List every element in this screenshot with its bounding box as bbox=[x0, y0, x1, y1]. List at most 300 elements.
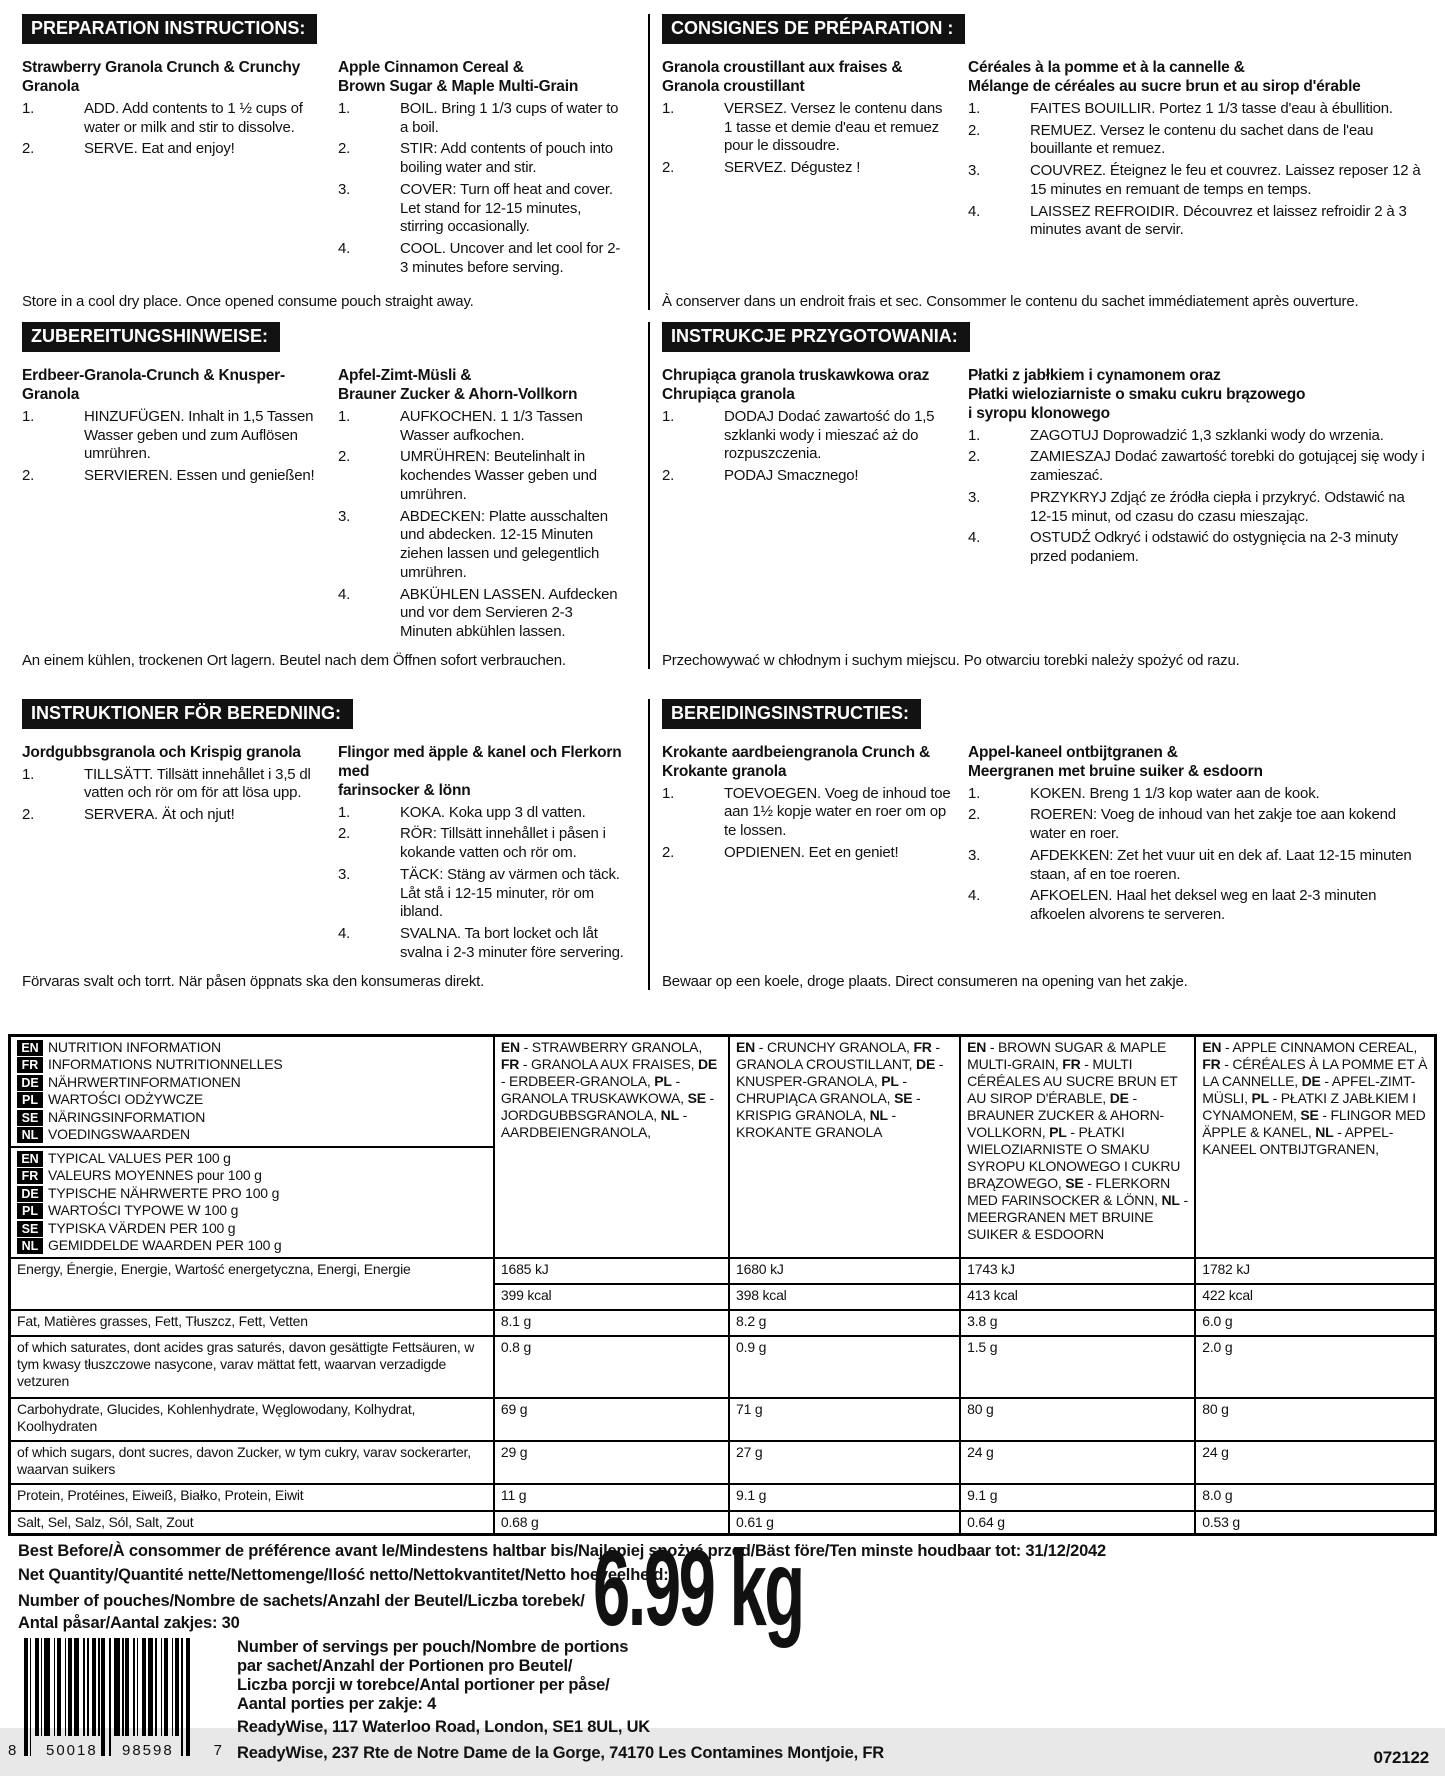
product-columns bbox=[22, 59, 632, 278]
language-text: TYPICAL VALUES PER 100 g bbox=[48, 1149, 231, 1166]
section-header-wrap bbox=[22, 322, 632, 352]
nutrient-value-cell: 413 kcal bbox=[960, 1284, 1195, 1310]
product-title bbox=[338, 744, 632, 801]
product-name-text: - MEERGRANEN MET BRUINE SUIKER & ESDOORN bbox=[967, 1191, 1188, 1242]
product-title bbox=[968, 59, 1431, 97]
barcode-digit-left: 8 bbox=[8, 1741, 19, 1759]
step-text: SERVIEREN. Essen und genießen! bbox=[84, 467, 315, 485]
nutrient-value-cell: 71 g bbox=[729, 1398, 960, 1441]
step-text: PODAJ Smacznego! bbox=[724, 467, 859, 485]
step-number: 1. bbox=[968, 99, 981, 117]
product-title-line: Granola croustillant bbox=[662, 77, 805, 95]
language-tag: PL bbox=[17, 1092, 43, 1108]
product-name-text: - APFEL-ZIMT-MÜSLI, bbox=[1202, 1072, 1416, 1106]
step-item bbox=[662, 100, 956, 156]
step-number: 2. bbox=[338, 140, 351, 158]
product-name-text: - CRUNCHY GRANOLA, bbox=[755, 1038, 914, 1055]
step-text: ABKÜHLEN LASSEN. Aufdecken und vor dem Servieren 2-3 Minuten abkühlen lassen. bbox=[400, 585, 618, 641]
product-name-text: - KROKANTE GRANOLA bbox=[736, 1106, 896, 1140]
prep-section-nl bbox=[648, 699, 1431, 990]
product-title-line: Strawberry Granola Crunch & Crunchy Granola bbox=[22, 59, 301, 95]
step-number: 2. bbox=[22, 140, 35, 158]
language-code: FR bbox=[500, 1055, 520, 1072]
step-item bbox=[338, 804, 632, 823]
section-header-se: INSTRUKTIONER FÖR BEREDNING: bbox=[22, 699, 353, 729]
nutrient-value-cell: 69 g bbox=[494, 1398, 729, 1441]
prep-section-de bbox=[22, 322, 648, 669]
step-item bbox=[338, 448, 632, 504]
barcode-bar bbox=[133, 1638, 135, 1736]
product-instructions bbox=[22, 744, 338, 963]
product-name-text: - CÉRÉALES À LA POMME ET À LA CANNELLE, bbox=[1202, 1055, 1428, 1089]
product-title bbox=[662, 59, 956, 97]
preparation-sections bbox=[0, 14, 1445, 990]
product-name-text: - FLERKORN MED FARINSOCKER & LÖNN, bbox=[967, 1174, 1171, 1208]
step-number: 1. bbox=[662, 407, 675, 425]
product-name-text: - AARDBEIENGRANOLA, bbox=[500, 1106, 688, 1140]
product-title-line: Płatki wieloziarniste o smaku cukru brązowego bbox=[968, 385, 1306, 403]
language-tag: EN bbox=[17, 1151, 43, 1167]
step-item bbox=[968, 122, 1431, 160]
section-header-pl: INSTRUKCJE PRZYGOTOWANIA: bbox=[662, 322, 970, 352]
nutrient-value-cell: 0.61 g bbox=[729, 1511, 960, 1535]
storage-note-se: Förvaras svalt och torrt. När påsen öppnats ska den konsumeras direkt. bbox=[22, 972, 485, 990]
product-instructions bbox=[968, 367, 1431, 567]
language-code: DE bbox=[916, 1055, 936, 1072]
product-title-line: Appel-kaneel ontbijtgranen & bbox=[968, 743, 1178, 761]
language-line bbox=[17, 1039, 487, 1056]
servings-line: Number of servings per pouch/Nombre de portions bbox=[237, 1637, 629, 1656]
section-header-fr: CONSIGNES DE PRÉPARATION : bbox=[662, 14, 965, 44]
nutrient-label-cell: Carbohydrate, Glucides, Kohlenhydrate, Węglowodany, Kolhydrat, Koolhydraten bbox=[10, 1398, 494, 1441]
product-title-line: Mélange de céréales au sucre brun et au sirop d'érable bbox=[968, 77, 1361, 95]
product-title bbox=[662, 744, 956, 782]
language-text: WARTOŚCI TYPOWE W 100 g bbox=[48, 1202, 239, 1219]
barcode-bar bbox=[35, 1638, 39, 1736]
steps-list bbox=[662, 408, 956, 486]
section-header-wrap bbox=[662, 322, 1431, 352]
step-number: 1. bbox=[22, 765, 35, 783]
nutrient-value-cell: 398 kcal bbox=[729, 1284, 960, 1310]
step-text: KOKEN. Breng 1 1/3 kop water aan de kook. bbox=[1030, 784, 1320, 802]
language-text: TYPISCHE NÄHRWERTE PRO 100 g bbox=[48, 1184, 280, 1201]
product-title-line: Flingor med äpple & kanel och Flerkorn med bbox=[338, 743, 622, 780]
language-text: WARTOŚCI ODŻYWCZE bbox=[48, 1091, 204, 1108]
product-name-text: - GRANOLA AUX FRAISES, bbox=[519, 1055, 698, 1072]
step-text: UMRÜHREN: Beutelinhalt in kochendes Wasser geben und umrühren. bbox=[400, 448, 597, 503]
step-text: COOL. Uncover and let cool for 2-3 minutes before serving. bbox=[400, 240, 621, 276]
step-number: 4. bbox=[338, 585, 351, 603]
product-name-text: - APPLE CINNAMON CEREAL, bbox=[1221, 1038, 1418, 1055]
language-tag: PL bbox=[17, 1203, 43, 1219]
language-code: FR bbox=[1062, 1055, 1081, 1072]
pouches-line-2: Antal påsar/Aantal zakjes: 30 bbox=[18, 1613, 240, 1632]
step-text: REMUEZ. Versez le contenu du sachet dans de l'eau bouillante et remuez. bbox=[1030, 121, 1374, 158]
steps-list bbox=[338, 100, 632, 278]
step-text: LAISSEZ REFROIDIR. Découvrez et laissez refroidir 2 à 3 minutes avant de servir. bbox=[1030, 202, 1407, 239]
language-code: NL bbox=[869, 1106, 888, 1123]
product-title-line: Brown Sugar & Maple Multi-Grain bbox=[338, 77, 579, 95]
step-number: 4. bbox=[338, 240, 351, 258]
step-item bbox=[338, 181, 632, 237]
step-number: 3. bbox=[968, 846, 981, 864]
step-text: PRZYKRYJ Zdjąć ze źródła ciepła i przykryć. Odstawić na 12-15 minut, od czasu do czasu mieszając. bbox=[1030, 488, 1405, 525]
step-text: ADD. Add contents to 1 ½ cups of water or milk and stir to dissolve. bbox=[84, 99, 303, 136]
step-item bbox=[662, 159, 956, 178]
product-name-text: - FLINGOR MED ÄPPLE & KANEL, bbox=[1202, 1106, 1426, 1140]
step-text: TÄCK: Stäng av värmen och täck. Låt stå i 12-15 minuter, rör om ibland. bbox=[400, 865, 620, 921]
barcode-bar bbox=[68, 1638, 72, 1736]
step-text: ZAMIESZAJ Dodać zawartość torebki do gotującej się wody i zamieszać. bbox=[1030, 448, 1425, 485]
step-text: FAITES BOUILLIR. Portez 1 1/3 tasse d'eau à ébullition. bbox=[1030, 99, 1393, 117]
language-tag: NL bbox=[17, 1127, 43, 1143]
language-text: GEMIDDELDE WAARDEN PER 100 g bbox=[48, 1237, 282, 1254]
prep-section-se bbox=[22, 699, 648, 990]
step-number: 3. bbox=[338, 180, 351, 198]
steps-list bbox=[662, 100, 956, 178]
barcode-bar bbox=[41, 1638, 43, 1736]
address-uk: ReadyWise, 117 Waterloo Road, London, SE1 8UL, UK bbox=[237, 1717, 651, 1736]
product-columns bbox=[22, 744, 632, 963]
product-instructions bbox=[22, 59, 338, 278]
product-title-line: Brauner Zucker & Ahorn-Vollkorn bbox=[338, 385, 578, 403]
step-text: ZAGOTUJ Doprowadzić 1,3 szklanki wody do wrzenia. bbox=[1030, 426, 1384, 444]
nutrient-value-cell: 3.8 g bbox=[960, 1310, 1195, 1336]
step-number: 1. bbox=[968, 426, 981, 444]
barcode-bar bbox=[24, 1638, 28, 1756]
barcode-bar bbox=[74, 1638, 80, 1736]
product-title bbox=[22, 367, 324, 405]
section-row bbox=[22, 14, 1431, 310]
step-text: OSTUDŹ Odkryć i odstawić do ostygnięcia na 2-3 minuty przed podaniem. bbox=[1030, 529, 1398, 566]
product-header-cell bbox=[729, 1035, 960, 1258]
steps-list bbox=[22, 408, 324, 486]
step-number: 2. bbox=[22, 467, 35, 485]
step-item bbox=[968, 203, 1431, 241]
step-text: SVALNA. Ta bort locket och låt svalna i 2-3 minuter före servering. bbox=[400, 925, 624, 961]
language-code: NL bbox=[660, 1106, 679, 1123]
step-number: 1. bbox=[22, 99, 35, 117]
nutrient-value-cell: 80 g bbox=[960, 1398, 1195, 1441]
language-code: EN bbox=[500, 1038, 520, 1055]
step-number: 2. bbox=[968, 448, 981, 466]
product-title-line: Apple Cinnamon Cereal & bbox=[338, 59, 524, 76]
step-text: COUVREZ. Éteignez le feu et couvrez. Laissez reposer 12 à 15 minutes en remuant de temps en temps. bbox=[1030, 162, 1421, 198]
barcode-bar bbox=[137, 1638, 139, 1736]
product-name-text: - APPEL-KANEEL ONTBIJTGRANEN, bbox=[1202, 1123, 1394, 1157]
language-tag: SE bbox=[17, 1110, 43, 1126]
barcode-bar bbox=[54, 1638, 56, 1736]
steps-list bbox=[338, 408, 632, 642]
nutrient-value-cell: 1685 kJ bbox=[494, 1258, 729, 1284]
step-number: 2. bbox=[662, 159, 675, 177]
servings-line: Aantal porties per zakje: 4 bbox=[237, 1694, 437, 1713]
prep-section-pl bbox=[648, 322, 1431, 669]
step-text: KOKA. Koka upp 3 dl vatten. bbox=[400, 803, 586, 821]
barcode-bar bbox=[164, 1638, 168, 1736]
language-code: NL bbox=[1161, 1191, 1180, 1208]
barcode-bar bbox=[125, 1638, 129, 1736]
table-row bbox=[10, 1035, 1436, 1147]
step-number: 3. bbox=[338, 507, 351, 525]
step-item bbox=[968, 448, 1431, 486]
step-text: HINZUFÜGEN. Inhalt in 1,5 Tassen Wasser geben und zum Auflösen umrühren. bbox=[84, 407, 314, 463]
table-row bbox=[10, 1258, 1436, 1284]
language-line bbox=[17, 1056, 487, 1073]
product-instructions bbox=[662, 367, 968, 567]
storage-note-de: An einem kühlen, trockenen Ort lagern. Beutel nach dem Öffnen sofort verbrauchen. bbox=[22, 651, 566, 669]
language-tag: DE bbox=[17, 1075, 43, 1091]
barcode-bar bbox=[181, 1638, 183, 1756]
barcode-digit-right: 7 bbox=[213, 1741, 224, 1759]
product-title-line: Erdbeer-Granola-Crunch & Knusper-Granola bbox=[22, 367, 285, 403]
product-title bbox=[662, 367, 956, 405]
language-line bbox=[17, 1185, 487, 1202]
nutrient-value-cell: 2.0 g bbox=[1195, 1336, 1435, 1398]
typical-values-header-cell bbox=[10, 1147, 494, 1258]
step-number: 2. bbox=[662, 467, 675, 485]
nutrition-table bbox=[8, 1034, 1437, 1536]
section-header-wrap bbox=[22, 699, 632, 729]
language-line bbox=[17, 1202, 487, 1219]
barcode-bars bbox=[24, 1638, 190, 1756]
section-header-en: PREPARATION INSTRUCTIONS: bbox=[22, 14, 317, 44]
barcode-bar bbox=[83, 1638, 85, 1736]
step-item bbox=[338, 100, 632, 138]
section-row bbox=[22, 322, 1431, 669]
step-item bbox=[968, 785, 1431, 804]
step-text: SERVE. Eat and enjoy! bbox=[84, 140, 235, 158]
nutrient-label-cell: of which sugars, dont sucres, davon Zucker, w tym cukry, varav sockerarter, waarvan suikers bbox=[10, 1441, 494, 1484]
language-tag: NL bbox=[17, 1238, 43, 1254]
product-name-text: - ERDBEER-GRANOLA, bbox=[500, 1072, 655, 1089]
product-header-cell bbox=[494, 1035, 729, 1258]
product-title-line: Jordgubbsgranola och Krispig granola bbox=[22, 743, 301, 761]
step-text: SERVERA. Ät och njut! bbox=[84, 806, 235, 824]
language-tag: DE bbox=[17, 1186, 43, 1202]
net-quantity-value: 6.99 kg bbox=[593, 1526, 803, 1648]
nutrient-value-cell: 1782 kJ bbox=[1195, 1258, 1435, 1284]
step-item bbox=[968, 427, 1431, 446]
product-name-text: - BRAUNER ZUCKER & AHORN-VOLLKORN, bbox=[967, 1089, 1165, 1140]
product-title-line: farinsocker & lönn bbox=[338, 781, 471, 799]
language-code: PL bbox=[654, 1072, 672, 1089]
step-number: 2. bbox=[338, 448, 351, 466]
step-number: 3. bbox=[968, 162, 981, 180]
product-name-text: - PŁATKI WIELOZIARNISTE O SMAKU SYROPU KLONOWEGO I CUKRU BRĄZOWEGO, bbox=[967, 1123, 1181, 1191]
section-header-wrap bbox=[662, 14, 1431, 44]
nutrient-value-cell: 9.1 g bbox=[960, 1484, 1195, 1511]
step-item bbox=[662, 408, 956, 464]
prep-section-en bbox=[22, 14, 648, 310]
step-number: 2. bbox=[968, 121, 981, 139]
step-item bbox=[22, 140, 324, 159]
product-instructions bbox=[22, 367, 338, 642]
steps-list bbox=[968, 100, 1431, 240]
nutrient-value-cell: 9.1 g bbox=[729, 1484, 960, 1511]
section-header-de: ZUBEREITUNGSHINWEISE: bbox=[22, 322, 280, 352]
step-text: STIR: Add contents of pouch into boiling water and stir. bbox=[400, 140, 613, 177]
language-code: EN bbox=[736, 1038, 756, 1055]
nutrition-info-header-cell bbox=[10, 1035, 494, 1147]
barcode-bar bbox=[65, 1638, 67, 1736]
product-title-line: Chrupiąca granola bbox=[662, 385, 795, 403]
table-row bbox=[10, 1310, 1436, 1336]
product-instructions bbox=[662, 59, 968, 240]
barcode-bar bbox=[161, 1638, 163, 1736]
step-item bbox=[968, 887, 1431, 925]
storage-note-pl: Przechowywać w chłodnym i suchym miejscu. Po otwarciu torebki należy spożyć od razu. bbox=[662, 651, 1240, 669]
nutrient-value-cell: 80 g bbox=[1195, 1398, 1435, 1441]
language-code: SE bbox=[1300, 1106, 1319, 1123]
product-name-text: - KNUSPER-GRANOLA, bbox=[736, 1055, 944, 1089]
step-item bbox=[338, 825, 632, 863]
step-item bbox=[22, 806, 324, 825]
step-number: 4. bbox=[338, 925, 351, 943]
pouches-line-1: Number of pouches/Nombre de sachets/Anzahl der Beutel/Liczba torebek/ bbox=[18, 1591, 585, 1610]
language-code: DE bbox=[697, 1055, 718, 1072]
nutrient-value-cell: 8.2 g bbox=[729, 1310, 960, 1336]
barcode-bar bbox=[142, 1638, 146, 1736]
language-code: EN bbox=[967, 1038, 987, 1055]
step-text: AFKOELEN. Haal het deksel weg en laat 2-3 minuten afkoelen alvorens te serveren. bbox=[1030, 887, 1377, 924]
barcode-bar bbox=[57, 1638, 61, 1736]
section-header-wrap bbox=[662, 699, 1431, 729]
barcode-bar bbox=[114, 1638, 120, 1736]
step-number: 2. bbox=[662, 843, 675, 861]
step-number: 1. bbox=[662, 99, 675, 117]
language-line bbox=[17, 1150, 487, 1167]
product-instructions bbox=[662, 744, 968, 925]
step-number: 1. bbox=[338, 803, 351, 821]
section-header-nl: BEREIDINGSINSTRUCTIES: bbox=[662, 699, 921, 729]
barcode bbox=[8, 1638, 224, 1768]
storage-note-en: Store in a cool dry place. Once opened consume pouch straight away. bbox=[22, 293, 474, 310]
step-item bbox=[662, 467, 956, 486]
language-code: DE bbox=[1301, 1072, 1321, 1089]
step-text: OPDIENEN. Eet en geniet! bbox=[724, 843, 899, 861]
language-tag: FR bbox=[17, 1168, 43, 1184]
language-line bbox=[17, 1237, 487, 1254]
product-title-line: Chrupiąca granola truskawkowa oraz bbox=[662, 367, 930, 384]
step-item bbox=[22, 408, 324, 464]
step-number: 4. bbox=[968, 529, 981, 547]
table-row bbox=[10, 1398, 1436, 1441]
step-item bbox=[968, 100, 1431, 119]
nutrient-value-cell: 0.9 g bbox=[729, 1336, 960, 1398]
nutrient-label-cell: Salt, Sel, Salz, Sól, Salt, Zout bbox=[10, 1511, 494, 1535]
steps-list bbox=[968, 785, 1431, 925]
net-quantity-label: Net Quantity/Quantité nette/Nettomenge/Ilość netto/Nettokvantitet/Netto hoeveelheid: bbox=[18, 1565, 669, 1584]
nutrient-label-cell: Fat, Matières grasses, Fett, Tłuszcz, Fett, Vetten bbox=[10, 1310, 494, 1336]
product-columns bbox=[662, 59, 1431, 240]
step-number: 2. bbox=[968, 806, 981, 824]
product-instructions bbox=[338, 59, 632, 278]
product-header-cell bbox=[1195, 1035, 1435, 1258]
servings-line: par sachet/Anzahl der Portionen pro Beutel/ bbox=[237, 1656, 573, 1675]
nutrient-value-cell: 1.5 g bbox=[960, 1336, 1195, 1398]
barcode-bar bbox=[148, 1638, 154, 1736]
prep-section-fr bbox=[648, 14, 1431, 310]
barcode-bar bbox=[109, 1638, 111, 1756]
address-fr: ReadyWise, 237 Rte de Notre Dame de la Gorge, 74170 Les Contamines Montjoie, FR bbox=[237, 1743, 885, 1762]
language-line bbox=[17, 1091, 487, 1108]
step-item bbox=[338, 240, 632, 278]
language-text: NUTRITION INFORMATION bbox=[48, 1038, 221, 1055]
product-title-line: Granola croustillant aux fraises & bbox=[662, 59, 903, 76]
steps-list bbox=[22, 766, 324, 825]
step-text: ABDECKEN: Platte ausschalten und abdecken. 12-15 Minuten ziehen lassen und gelegentlich umrühren. bbox=[400, 507, 608, 581]
step-number: 2. bbox=[22, 806, 35, 824]
product-title-line: Apfel-Zimt-Müsli & bbox=[338, 367, 472, 384]
product-columns bbox=[662, 744, 1431, 925]
language-code: PL bbox=[1049, 1123, 1067, 1140]
table-row bbox=[10, 1484, 1436, 1511]
step-number: 4. bbox=[968, 202, 981, 220]
nutrient-value-cell: 1743 kJ bbox=[960, 1258, 1195, 1284]
language-text: VALEURS MOYENNES pour 100 g bbox=[48, 1167, 262, 1184]
product-instructions bbox=[968, 59, 1431, 240]
product-title bbox=[968, 367, 1431, 424]
language-text: TYPISKA VÄRDEN PER 100 g bbox=[48, 1219, 236, 1236]
step-item bbox=[968, 806, 1431, 844]
barcode-bar bbox=[155, 1638, 157, 1736]
product-title-line: Céréales à la pomme et à la cannelle & bbox=[968, 59, 1245, 76]
step-number: 2. bbox=[338, 825, 351, 843]
footer bbox=[0, 1526, 1445, 1776]
nutrient-label-cell: Protein, Protéines, Eiweiß, Białko, Protein, Eiwit bbox=[10, 1484, 494, 1511]
language-tag: SE bbox=[17, 1221, 43, 1237]
nutrient-value-cell: 8.1 g bbox=[494, 1310, 729, 1336]
barcode-bar bbox=[172, 1638, 174, 1736]
step-text: AFDEKKEN: Zet het vuur uit en dek af. Laat 12-15 minuten staan, af en toe roeren. bbox=[1030, 846, 1412, 883]
nutrient-value-cell: 0.53 g bbox=[1195, 1511, 1435, 1535]
steps-list bbox=[22, 100, 324, 159]
section-header-wrap bbox=[22, 14, 632, 44]
nutrient-value-cell: 24 g bbox=[960, 1441, 1195, 1484]
product-name-text: - STRAWBERRY GRANOLA, bbox=[519, 1038, 703, 1055]
step-item bbox=[22, 766, 324, 804]
product-instructions bbox=[968, 744, 1431, 925]
product-header-cell bbox=[960, 1035, 1195, 1258]
step-text: COVER: Turn off heat and cover. Let stand for 12-15 minutes, stirring occasionally. bbox=[400, 180, 613, 236]
nutrient-value-cell: 24 g bbox=[1195, 1441, 1435, 1484]
barcode-bar bbox=[44, 1638, 50, 1736]
step-text: TILLSÄTT. Tillsätt innehållet i 3,5 dl vatten och rör om för att lösa upp. bbox=[84, 765, 311, 802]
language-line bbox=[17, 1074, 487, 1091]
step-text: AUFKOCHEN. 1 1/3 Tassen Wasser aufkochen. bbox=[400, 407, 583, 444]
language-text: VOEDINGSWAARDEN bbox=[48, 1126, 190, 1143]
servings-info bbox=[237, 1638, 628, 1714]
print-code: 072122 bbox=[1373, 1747, 1429, 1767]
table-row bbox=[10, 1441, 1436, 1484]
step-item bbox=[338, 140, 632, 178]
language-code: FR bbox=[913, 1038, 932, 1055]
nutrient-label-cell: of which saturates, dont acides gras saturés, davon gesättigte Fettsäuren, w tym kwasy tłuszczowe nasycone, varav mättat fett, waarvan verzadigde vetzuren bbox=[10, 1336, 494, 1398]
language-line bbox=[17, 1220, 487, 1237]
language-code: SE bbox=[687, 1089, 706, 1106]
storage-note-fr: À conserver dans un endroit frais et sec. Consommer le contenu du sachet immédiatement après ouverture. bbox=[662, 293, 1359, 310]
language-code: PL bbox=[1251, 1089, 1269, 1106]
product-name-text: - KRISPIG GRANOLA, bbox=[736, 1089, 921, 1123]
step-number: 1. bbox=[662, 784, 675, 802]
language-line bbox=[17, 1109, 487, 1126]
product-instructions bbox=[338, 367, 632, 642]
nutrient-value-cell: 0.68 g bbox=[494, 1511, 729, 1535]
step-text: TOEVOEGEN. Voeg de inhoud toe aan 1½ kopje water en roer om op te lossen. bbox=[724, 784, 951, 840]
step-item bbox=[22, 467, 324, 486]
nutrient-value-cell: 8.0 g bbox=[1195, 1484, 1435, 1511]
